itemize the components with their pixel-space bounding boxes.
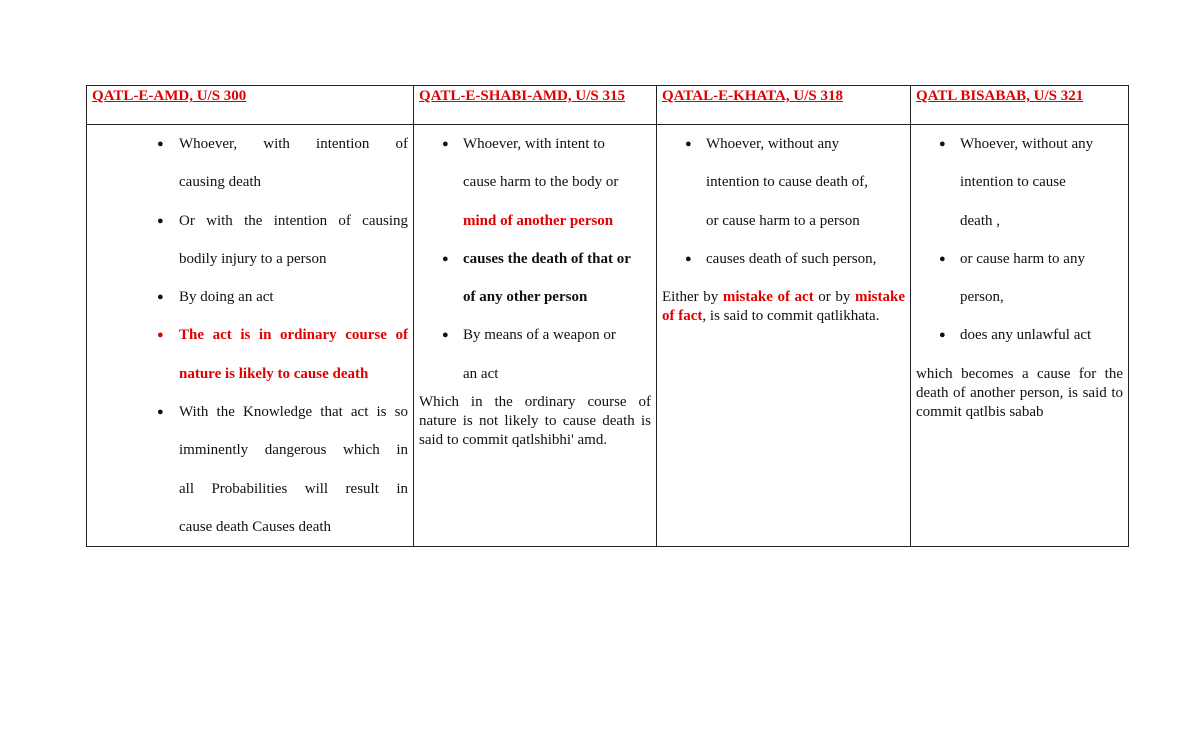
header-qatl-e-amd: QATL-E-AMD, U/S 300: [87, 86, 414, 125]
bullet-icon: ●: [157, 329, 164, 342]
list-item: ● By doing an act: [87, 278, 413, 316]
cell-qatl-bisabab: [911, 125, 1129, 547]
bullet-icon: ●: [157, 214, 164, 227]
header-qatl-bisabab: QATL BISABAB, U/S 321: [911, 86, 1129, 125]
list-item: ● Whoever, with intent to: [414, 125, 656, 163]
bullet-icon: ●: [685, 252, 692, 265]
mistake-of-fact: mistake of fact: [662, 289, 905, 325]
offences-table: [86, 85, 1129, 547]
list-item-continuation: intention to cause: [960, 174, 1066, 191]
list-item: ● By means of a weapon or: [414, 316, 656, 354]
summary-paragraph: Which in the ordinary course of nature is not likely to cause death is said to commit qatlshibhi' amd.: [419, 394, 651, 449]
bullet-icon: ●: [157, 138, 164, 150]
bullet-icon: ●: [939, 252, 946, 265]
bullet-icon: ●: [157, 291, 164, 304]
header-row: [87, 86, 1129, 125]
list-item-continuation: imminently dangerous which in: [179, 442, 408, 459]
bullet-icon: ●: [442, 329, 449, 342]
list-item: ● causes death of such person,: [657, 240, 910, 278]
cell-qatl-e-amd: [87, 125, 414, 547]
list-item-continuation: bodily injury to a person: [179, 250, 327, 267]
list-item-continuation: cause harm to the body or: [463, 174, 619, 191]
mistake-of-act: mistake of act: [722, 289, 814, 306]
header-qatal-e-khata: QATAL-E-KHATA, U/S 318: [657, 86, 911, 125]
summary-paragraph: Either by mistake of act or by mistake of fact, is said to commit qatlikhata.: [662, 289, 905, 325]
list-item: ● Or with the intention of causing: [87, 202, 413, 240]
list-item-continuation: cause death Causes death: [179, 518, 332, 535]
list-item: ● does any unlawful act: [911, 316, 1128, 354]
summary-paragraph: which becomes a cause for the death of another person, is said to commit qatlbis sabab: [916, 365, 1123, 420]
list-item-continuation: all Probabilities will result in: [179, 480, 408, 497]
bullet-list: [414, 125, 656, 393]
bullet-icon: ●: [685, 138, 692, 150]
list-item-continuation: death ,: [960, 212, 1000, 229]
list-item: ● Whoever, without any: [657, 125, 910, 163]
list-item-continuation: mind of another person: [463, 212, 614, 229]
content-row: [87, 125, 1129, 547]
list-item-continuation: an act: [463, 365, 499, 382]
bullet-list: [657, 125, 910, 278]
bullet-list: [87, 125, 413, 546]
bullet-icon: ●: [442, 252, 449, 265]
list-item-continuation: intention to cause death of,: [706, 174, 869, 191]
list-item: ● With the Knowledge that act is so: [87, 393, 413, 431]
bullet-list: [911, 125, 1128, 355]
bullet-icon: ●: [442, 138, 449, 150]
list-item-continuation: nature is likely to cause death: [179, 365, 369, 382]
cell-qatal-e-khata: [657, 125, 911, 547]
list-item-continuation: of any other person: [463, 289, 588, 306]
list-item: ● Whoever, without any: [911, 125, 1128, 163]
cell-qatl-e-shabi-amd: [414, 125, 657, 547]
bullet-icon: ●: [157, 406, 164, 419]
header-qatl-e-shabi-amd: QATL-E-SHABI-AMD, U/S 315: [414, 86, 657, 125]
list-item: ● or cause harm to any: [911, 240, 1128, 278]
list-item: ● Whoever, with intention of: [87, 125, 413, 163]
list-item-highlight: ● The act is in ordinary course of: [87, 316, 413, 354]
list-item-continuation: or cause harm to a person: [706, 212, 860, 229]
bullet-icon: ●: [939, 329, 946, 342]
bullet-icon: ●: [939, 138, 946, 150]
list-item-continuation: causing death: [179, 174, 262, 191]
list-item-continuation: person,: [960, 289, 1004, 306]
list-item: ● causes the death of that or: [414, 240, 656, 278]
